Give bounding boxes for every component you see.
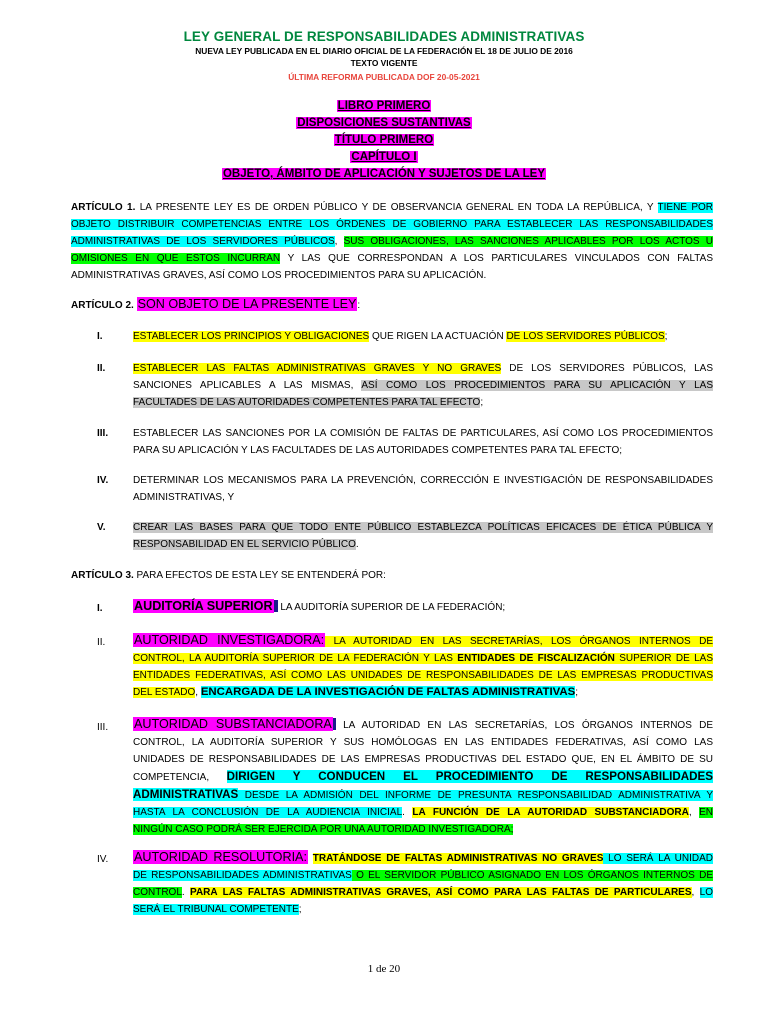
highlight-green: NINGÚN CASO PODRÁ SER EJERCIDA POR UNA AUTORIDAD INVESTIGADORA; — [133, 824, 514, 835]
article-1-label: ARTÍCULO 1. — [71, 202, 136, 213]
text-run: CONTROL, LA AUDITORÍA SUPERIOR Y SUS HOMÓLOGAS EN LAS ENTIDADES FEDERATIVAS, ASÍ COMO LAS — [133, 737, 713, 748]
article-2-label: ARTÍCULO 2. — [71, 300, 134, 311]
highlight-yellow: SUPERIOR DE LAS — [614, 653, 713, 664]
highlight-yellow: DEL ESTADO — [133, 687, 196, 698]
highlight-yellow: ENTIDADES FEDERATIVAS, ASÍ COMO LAS UNIDADES DE RESPONSABILIDADES DE LAS EMPRESAS PRODUCTIVAS — [133, 670, 713, 681]
highlight-cyan: HASTA LA CONCLUSIÓN DE LA AUDIENCIA INICIAL — [133, 807, 403, 818]
article-2-heading — [71, 296, 713, 314]
highlight-yellow: DE LOS SERVIDORES PÚBLICOS — [506, 331, 665, 342]
highlight-gray: RESPONSABILIDAD EN EL SERVICIO PÚBLICO — [133, 539, 356, 550]
text-run: SANCIONES APLICABLES A LAS MISMAS, — [133, 380, 362, 391]
item-number: I. — [97, 331, 103, 342]
text-run: . — [355, 539, 359, 550]
text-run: LA AUTORIDAD EN LAS SECRETARÍAS, LOS ÓRGANOS INTERNOS DE — [335, 720, 713, 731]
article-1 — [71, 199, 713, 284]
text-run: ; — [575, 687, 579, 698]
highlight-green: O EL SERVIDOR PÚBLICO ASIGNADO EN LOS ÓRGANOS INTERNOS DE — [351, 870, 713, 881]
article-2-item-i — [133, 328, 713, 345]
article-2-item-iv — [133, 472, 713, 506]
item-number: I. — [97, 603, 103, 614]
chapter-name-heading: OBJETO, ÁMBITO DE APLICACIÓN Y SUJETOS DE LA LEY — [222, 168, 546, 180]
article-3-item-ii — [133, 632, 713, 701]
text-run: ; — [664, 331, 668, 342]
item-number: V. — [97, 522, 106, 533]
highlight-magenta: AUTORIDAD INVESTIGADORA: — [134, 633, 325, 647]
highlight-yellow: ENTIDADES DE FISCALIZACIÓN — [457, 653, 615, 664]
article-3-heading — [71, 567, 713, 584]
text-run: UNIDADES DE RESPONSABILIDADES DE LAS EMPRESAS PRODUCTIVAS DEL ESTADO QUE, EN EL ÁMBITO DE SU — [133, 754, 713, 765]
text-run: . — [181, 887, 191, 898]
law-title: LEY GENERAL DE RESPONSABILIDADES ADMINISTRATIVAS — [183, 29, 585, 44]
article-2-item-v — [133, 519, 713, 553]
provisions-heading: DISPOSICIONES SUSTANTIVAS — [297, 117, 471, 129]
text-run: PARA EFECTOS DE ESTA LEY SE ENTENDERÁ POR: — [133, 570, 386, 581]
highlight-green: EN — [699, 807, 713, 818]
highlight-gray: FACULTADES DE LAS AUTORIDADES COMPETENTES PARA TAL EFECTO — [133, 397, 481, 408]
highlight-yellow: CONTROL, LA AUDITORÍA SUPERIOR DE LA FEDERACIÓN Y LAS — [133, 653, 458, 664]
text-run: LA AUDITORÍA SUPERIOR DE LA FEDERACIÓN; — [277, 602, 506, 613]
item-number: III. — [97, 428, 109, 439]
highlight-magenta: AUTORIDAD SUBSTANCIADORA — [134, 717, 332, 731]
text-run: PARA SU APLICACIÓN Y LAS FACULTADES DE LAS AUTORIDADES COMPETENTES PARA TAL EFECTO; — [133, 445, 623, 456]
text-run: ADMINISTRATIVAS, Y — [133, 492, 235, 503]
text-run: COMPETENCIA, — [133, 772, 227, 783]
highlight-cyan: TIENE POR — [657, 202, 713, 213]
highlight-cyan: LO — [699, 887, 713, 898]
last-reform-note: ÚLTIMA REFORMA PUBLICADA DOF 20-05-2021 — [288, 72, 480, 82]
highlight-cyan: DESDE LA ADMISIÓN DEL INFORME DE PRESUNTA RESPONSABILIDAD ADMINISTRATIVA Y — [238, 790, 713, 801]
item-number: III. — [97, 722, 109, 733]
highlight-green: OMISIONES EN QUE ESTOS INCURRAN — [71, 253, 281, 264]
highlight-cyan: ADMINISTRATIVAS — [133, 788, 239, 801]
highlight-yellow: LA FUNCIÓN DE LA AUTORIDAD SUBSTANCIADORA — [412, 807, 689, 818]
text-run: ADMINISTRATIVAS GRAVES, ASÍ COMO LOS PROCEDIMIENTOS PARA SU APLICACIÓN. — [71, 270, 487, 281]
highlight-green: CONTROL — [133, 887, 182, 898]
item-number: IV. — [97, 854, 109, 865]
highlight-cyan: ADMINISTRATIVAS DE LOS SERVIDORES PÚBLICOS — [71, 236, 335, 247]
chapter-heading: CAPÍTULO I — [351, 151, 417, 163]
text-run: LA PRESENTE LEY ES DE ORDEN PÚBLICO Y DE OBSERVANCIA GENERAL EN TODA LA REPÚBLICA, Y — [135, 202, 658, 213]
title-heading: TÍTULO PRIMERO — [334, 134, 434, 146]
highlight-gray: CREAR LAS BASES PARA QUE TODO ENTE PÚBLICO ESTABLEZCA POLÍTICAS EFICACES DE ÉTICA PÚBLICA Y — [133, 522, 713, 533]
item-number: II. — [97, 363, 106, 374]
highlight-yellow: TRATÁNDOSE DE FALTAS ADMINISTRATIVAS NO GRAVES — [312, 853, 604, 864]
item-number: IV. — [97, 475, 109, 486]
book-heading: LIBRO PRIMERO — [337, 100, 431, 112]
text-run: , — [334, 236, 344, 247]
text-run: ESTABLECER LAS SANCIONES POR LA COMISIÓN DE FALTAS DE PARTICULARES, ASÍ COMO LOS PROCEDIMIENTOS — [133, 428, 713, 439]
status-note: TEXTO VIGENTE — [350, 58, 418, 68]
highlight-gray: ASÍ COMO LOS PROCEDIMIENTOS PARA SU APLICACIÓN Y LAS — [361, 380, 713, 391]
article-2-item-iii — [133, 425, 713, 459]
article-3-label: ARTÍCULO 3. — [71, 570, 134, 581]
text-run: ; — [298, 904, 302, 915]
text-run: , — [688, 807, 700, 818]
highlight-cyan: SERÁ EL TRIBUNAL COMPETENTE — [133, 904, 299, 915]
text-run: ; — [480, 397, 484, 408]
text-run: , — [691, 887, 700, 898]
text-run: Y LAS QUE CORRESPONDAN A LOS PARTICULARES VINCULADOS CON FALTAS — [280, 253, 713, 264]
highlight-yellow: ESTABLECER LOS PRINCIPIOS Y OBLIGACIONES — [133, 331, 370, 342]
highlight-green: SUS OBLIGACIONES, LAS SANCIONES APLICABLES POR LOS ACTOS U — [343, 236, 714, 247]
highlight-cyan: DIRIGEN Y CONDUCEN EL PROCEDIMIENTO DE RESPONSABILIDADES — [226, 770, 713, 783]
highlight-yellow: PARA LAS FALTAS ADMINISTRATIVAS GRAVES, ASÍ COMO PARA LAS FALTAS DE PARTICULARES — [190, 887, 692, 898]
text-run: , — [195, 687, 201, 698]
text-run: : — [357, 300, 361, 311]
text-run: QUE RIGEN LA ACTUACIÓN — [369, 331, 507, 342]
highlight-cyan: OBJETO DISTRIBUIR COMPETENCIAS ENTRE LOS ÓRDENES DE GOBIERNO PARA ESTABLECER LAS RESPONSABILIDADES — [71, 219, 713, 230]
title-block — [0, 98, 768, 183]
article-3-item-iii — [133, 716, 713, 838]
article-3-item-iv — [133, 849, 713, 918]
text-run: DE LOS SERVIDORES PÚBLICOS, LAS — [501, 363, 713, 374]
item-number: II. — [97, 637, 106, 648]
highlight-yellow: LA AUTORIDAD EN LAS SECRETARÍAS, LOS ÓRGANOS INTERNOS DE — [325, 636, 713, 647]
highlight-magenta: AUDITORÍA SUPERIOR — [134, 599, 273, 613]
highlight-cyan: DE RESPONSABILIDADES ADMINISTRATIVAS — [133, 870, 352, 881]
publication-note: NUEVA LEY PUBLICADA EN EL DIARIO OFICIAL DE LA FEDERACIÓN EL 18 DE JULIO DE 2016 — [195, 46, 573, 56]
highlight-cyan: ENCARGADA DE LA INVESTIGACIÓN DE FALTAS ADMINISTRATIVAS — [200, 686, 576, 698]
highlight-magenta: AUTORIDAD RESOLUTORIA: — [134, 850, 307, 864]
highlight-cyan: LO SERÁ LA UNIDAD — [603, 853, 714, 864]
text-run: . — [402, 807, 413, 818]
highlight-magenta: SON OBJETO DE LA PRESENTE LEY — [137, 297, 357, 311]
article-3-item-i — [133, 598, 713, 616]
text-run: DETERMINAR LOS MECANISMOS PARA LA PREVENCIÓN, CORRECCIÓN E INVESTIGACIÓN DE RESPONSABILIDADES — [133, 475, 713, 486]
page-number: 1 de 20 — [367, 963, 401, 975]
article-2-item-ii — [133, 360, 713, 411]
highlight-yellow: ESTABLECER LAS FALTAS ADMINISTRATIVAS GRAVES Y NO GRAVES — [133, 363, 502, 374]
